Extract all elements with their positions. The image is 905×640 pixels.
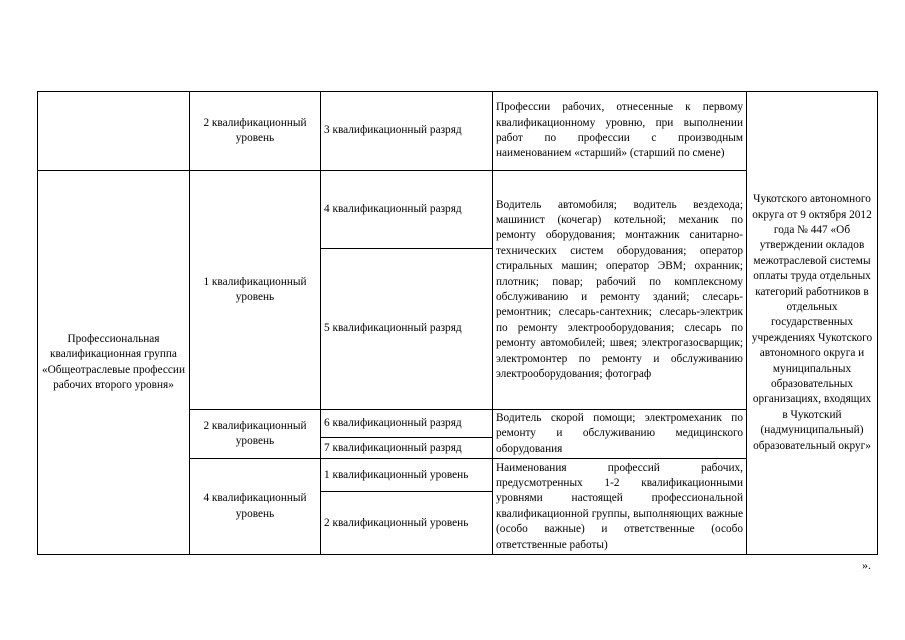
table-row [38, 92, 878, 171]
qualification-table [37, 91, 878, 555]
legal-basis-cell: Чукотского автономного округа от 9 октября 2012 года № 447 «Об утверждении окладов межотраслевой системы оплаты труда отдельных категорий работников в отдельных государственных учреждениях Чукотского автономного округа и муниципальных образовательных организациях, входящих в Чукотский (надмуниципальный) образовательный округ» [747, 92, 878, 555]
closing-quote: ». [862, 558, 871, 572]
level-cell: 4 квалификационный уровень [190, 459, 321, 555]
grade-cell: 7 квалификационный разряд [321, 438, 493, 459]
professions-cell: Водитель скорой помощи; электромеханик по ремонту и обслуживанию медицинского оборудования [493, 410, 747, 459]
sublevel-cell: 2 квалификационный уровень [321, 492, 493, 555]
professions-cell: Профессии рабочих, отнесенные к первому квалификационному уровню, при выполнении работ по профессии с производным наименованием «старший» (старший по смене) [493, 92, 747, 171]
grade-cell: 4 квалификационный разряд [321, 171, 493, 249]
group-cell: Профессиональная квалификационная группа «Общеотраслевые профессии рабочих второго уровня» [38, 171, 190, 555]
level-cell: 2 квалификационный уровень [190, 410, 321, 459]
grade-cell: 6 квалификационный разряд [321, 410, 493, 438]
level-cell: 2 квалификационный уровень [190, 92, 321, 171]
group-cell-empty [38, 92, 190, 171]
professions-cell: Наименования профессий рабочих, предусмотренных 1-2 квалификационными уровнями настоящей профессиональной квалификационной группы, выполняющих важные (особо важные) и ответственные (особо ответственные работы) [493, 459, 747, 555]
grade-cell: 3 квалификационный разряд [321, 92, 493, 171]
sublevel-cell: 1 квалификационный уровень [321, 459, 493, 492]
grade-cell: 5 квалификационный разряд [321, 249, 493, 410]
level-cell: 1 квалификационный уровень [190, 171, 321, 410]
professions-cell: Водитель автомобиля; водитель вездехода; машинист (кочегар) котельной; механик по ремонту оборудования; монтажник санитарно-технических систем оборудования; оператор стиральных машин; оператор ЭВМ; охранник; плотник; повар; рабочий по комплексному обслуживанию и ремонту зданий; слесарь-ремонтник; слесарь-сантехник; слесарь-электрик по ремонту электрооборудования; слесарь по ремонту автомобилей; швея; электрогазосварщик; электромонтер по ремонту и обслуживанию электрооборудования; фотограф [493, 171, 747, 410]
